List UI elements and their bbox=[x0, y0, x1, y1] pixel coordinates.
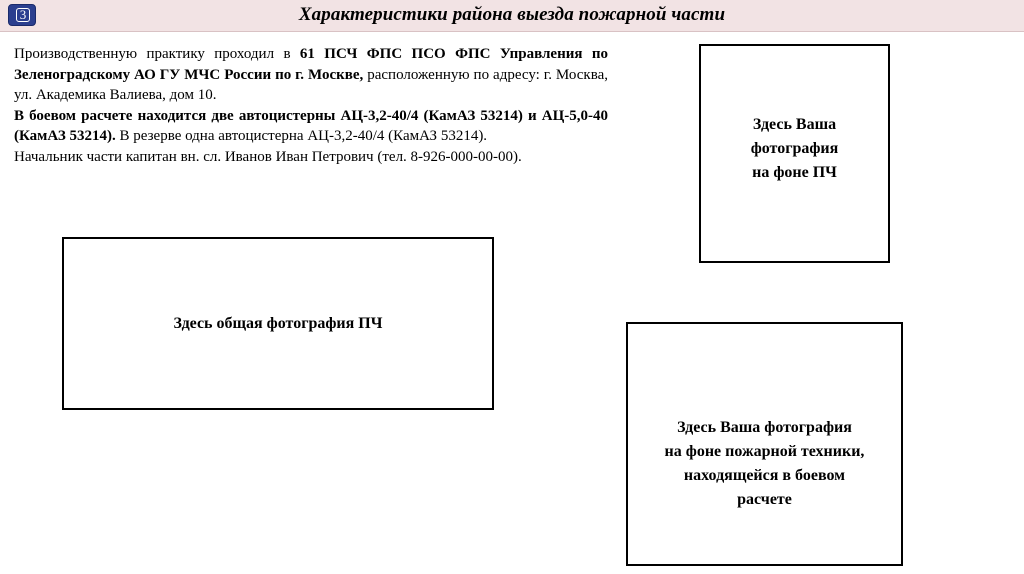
intro-vehicles-reserve: В резерве одна автоцистерна АЦ-3,2-40/4 (КамАЗ 53214). bbox=[115, 128, 488, 144]
page-title: Характеристики района выезда пожарной части bbox=[298, 4, 726, 25]
intro-location-prefix: Производственную практику проходил в bbox=[14, 46, 300, 62]
equipment-photo-placeholder bbox=[626, 322, 903, 566]
portrait-photo-label: Здесь Ваша фотография на фоне ПЧ bbox=[750, 115, 839, 181]
slide-number: 3 bbox=[16, 8, 30, 22]
general-photo-label: Здесь общая фотография ПЧ bbox=[173, 314, 383, 332]
header-bar bbox=[0, 0, 1024, 32]
general-photo-placeholder bbox=[62, 237, 494, 410]
portrait-photo-placeholder bbox=[699, 44, 890, 263]
intro-address: расположенную по адресу: г. Москва, ул. Академика Валиева, дом 10. bbox=[14, 66, 608, 103]
intro-paragraph-location bbox=[14, 44, 608, 106]
intro-paragraph-vehicles bbox=[14, 106, 608, 147]
intro-text bbox=[14, 44, 608, 167]
intro-vehicles-active: В боевом расчете находится две автоцистерны АЦ-3,2-40/4 (КамАЗ 53214) и АЦ-5,0-40 (КамАЗ 53214). bbox=[14, 107, 608, 144]
equipment-photo-label: Здесь Ваша фотография на фоне пожарной техники, находящейся в боевом расчете bbox=[664, 419, 865, 508]
intro-unit-name: 61 ПСЧ ФПС ПСО ФПС Управления по Зеленоградскому АО ГУ МЧС России по г. Москве, bbox=[14, 46, 608, 83]
intro-paragraph-chief: Начальник части капитан вн. сл. Иванов Иван Петрович (тел. 8-926-000-00-00). bbox=[14, 148, 522, 165]
